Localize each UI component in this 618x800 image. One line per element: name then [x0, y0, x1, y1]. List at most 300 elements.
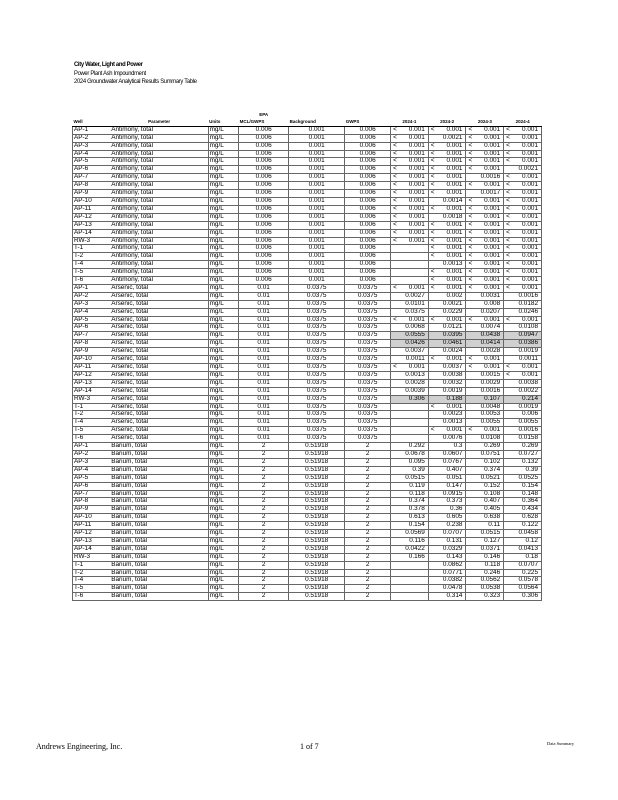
cell-parameter: Barium, total [110, 593, 208, 601]
cell-2024-1-qualifier [391, 553, 401, 561]
cell-well: T-4 [73, 261, 111, 269]
cell-2024-4-value: 0.628 [514, 514, 542, 522]
cell-parameter: Barium, total [110, 506, 208, 514]
cell-parameter: Arsenic, total [110, 387, 208, 395]
cell-2024-3-qualifier: < [466, 229, 476, 237]
footer-sheet-name: Data Summary [547, 741, 575, 746]
cell-parameter: Arsenic, total [110, 371, 208, 379]
cell-background: 0.001 [289, 269, 345, 277]
cell-gwps: 0.006 [345, 142, 391, 150]
epa-group-label: EPA [259, 112, 269, 117]
cell-2024-2-qualifier [428, 585, 438, 593]
cell-well: T-5 [73, 585, 111, 593]
cell-2024-2-value: 0.0014 [438, 197, 466, 205]
cell-units: mg/L [208, 403, 239, 411]
cell-2024-2-value: 0.001 [438, 190, 466, 198]
cell-units: mg/L [208, 269, 239, 277]
cell-background: 0.51918 [289, 458, 345, 466]
cell-2024-1-qualifier: < [391, 134, 401, 142]
cell-gwps: 2 [345, 593, 391, 601]
cell-2024-2-value: 0.0037 [438, 364, 466, 372]
cell-2024-2-value: 0.0767 [438, 458, 466, 466]
cell-2024-3-value: 0.0017 [476, 190, 504, 198]
cell-2024-2-value: 0.238 [438, 522, 466, 530]
cell-2024-1-value: 0.0013 [401, 371, 429, 379]
cell-background: 0.001 [289, 237, 345, 245]
cell-2024-3-value: 0.001 [476, 269, 504, 277]
cell-2024-4-value: 0.001 [514, 253, 542, 261]
table-row [73, 364, 542, 372]
cell-gwps: 0.006 [345, 253, 391, 261]
cell-mcl: 0.006 [239, 245, 289, 253]
cell-mcl: 0.01 [239, 419, 289, 427]
cell-2024-3-qualifier [466, 545, 476, 553]
cell-2024-1-value: 0.0037 [401, 348, 429, 356]
cell-2024-4-value: 0.12 [514, 537, 542, 545]
cell-2024-4-qualifier [504, 450, 514, 458]
cell-gwps: 0.0375 [345, 364, 391, 372]
cell-2024-1-qualifier [391, 569, 401, 577]
cell-units: mg/L [208, 371, 239, 379]
cell-gwps: 0.006 [345, 213, 391, 221]
cell-2024-3-qualifier: < [466, 261, 476, 269]
cell-well: AP-12 [73, 371, 111, 379]
cell-background: 0.51918 [289, 553, 345, 561]
cell-2024-3-qualifier [466, 537, 476, 545]
cell-2024-4-value: 0.001 [514, 190, 542, 198]
cell-2024-3-qualifier: < [466, 284, 476, 292]
cell-parameter: Antimony, total [110, 158, 208, 166]
cell-2024-3-qualifier [466, 585, 476, 593]
cell-2024-4-value: 0.269 [514, 443, 542, 451]
cell-mcl: 0.006 [239, 134, 289, 142]
cell-2024-2-value: 0.001 [438, 253, 466, 261]
cell-well: AP-9 [73, 348, 111, 356]
cell-2024-3-qualifier: < [466, 253, 476, 261]
cell-2024-3-value: 0.152 [476, 482, 504, 490]
cell-2024-2-qualifier [428, 522, 438, 530]
cell-2024-3-value: 0.001 [476, 356, 504, 364]
cell-2024-2-qualifier [428, 545, 438, 553]
cell-2024-1-value: 0.118 [401, 490, 429, 498]
table-row [73, 450, 542, 458]
cell-2024-4-qualifier: < [504, 190, 514, 198]
cell-parameter: Arsenic, total [110, 324, 208, 332]
cell-gwps: 0.0375 [345, 348, 391, 356]
cell-2024-2-value: 0.0382 [438, 577, 466, 585]
cell-background: 0.001 [289, 166, 345, 174]
cell-2024-1-value: 0.292 [401, 443, 429, 451]
cell-2024-3-qualifier [466, 435, 476, 443]
cell-2024-1-value: 0.001 [401, 229, 429, 237]
cell-gwps: 0.0375 [345, 300, 391, 308]
cell-well: AP-7 [73, 490, 111, 498]
cell-units: mg/L [208, 482, 239, 490]
cell-2024-2-value: 0.0862 [438, 561, 466, 569]
cell-2024-2-value: 0.001 [438, 245, 466, 253]
cell-units: mg/L [208, 506, 239, 514]
cell-2024-2-value: 0.0229 [438, 308, 466, 316]
cell-2024-1-value: 0.001 [401, 221, 429, 229]
cell-2024-1-value: 0.154 [401, 522, 429, 530]
cell-well: AP-3 [73, 300, 111, 308]
cell-2024-1-qualifier [391, 277, 401, 285]
cell-2024-3-value: 0.0055 [476, 419, 504, 427]
cell-2024-4-qualifier [504, 435, 514, 443]
cell-2024-4-qualifier: < [504, 229, 514, 237]
cell-2024-1-qualifier [391, 403, 401, 411]
cell-2024-4-value: 0.0458 [514, 530, 542, 538]
cell-parameter: Antimony, total [110, 142, 208, 150]
table-row [73, 284, 542, 292]
cell-gwps: 2 [345, 490, 391, 498]
cell-2024-4-value: 0.0727 [514, 450, 542, 458]
cell-well: AP-5 [73, 316, 111, 324]
cell-2024-4-qualifier [504, 561, 514, 569]
cell-2024-1-qualifier: < [391, 229, 401, 237]
cell-2024-1-value [401, 269, 429, 277]
cell-2024-1-qualifier [391, 427, 401, 435]
cell-2024-1-qualifier [391, 324, 401, 332]
cell-2024-4-value: 0.122 [514, 522, 542, 530]
cell-2024-2-qualifier: < [428, 174, 438, 182]
cell-parameter: Antimony, total [110, 237, 208, 245]
cell-2024-3-qualifier [466, 443, 476, 451]
cell-2024-4-value: 0.0021 [514, 166, 542, 174]
cell-well: RW-3 [73, 237, 111, 245]
cell-2024-3-qualifier [466, 553, 476, 561]
col-header-2024-2: 2024-2 [428, 119, 466, 126]
cell-2024-4-qualifier [504, 356, 514, 364]
cell-2024-1-qualifier: < [391, 213, 401, 221]
cell-units: mg/L [208, 490, 239, 498]
cell-2024-2-qualifier: < [428, 356, 438, 364]
cell-background: 0.001 [289, 190, 345, 198]
cell-gwps: 0.0375 [345, 308, 391, 316]
col-header-2024-1: 2024-1 [391, 119, 429, 126]
cell-2024-2-qualifier [428, 435, 438, 443]
table-row [73, 530, 542, 538]
cell-background: 0.51918 [289, 522, 345, 530]
cell-units: mg/L [208, 498, 239, 506]
table-row [73, 308, 542, 316]
cell-mcl: 0.01 [239, 371, 289, 379]
cell-2024-1-value: 0.001 [401, 213, 429, 221]
cell-parameter: Arsenic, total [110, 411, 208, 419]
cell-2024-2-value: 0.36 [438, 506, 466, 514]
cell-2024-1-qualifier [391, 490, 401, 498]
table-title: 2024 Groundwater Analytical Results Summary Table [74, 78, 197, 85]
cell-2024-2-qualifier [428, 561, 438, 569]
cell-2024-2-value: 0.0329 [438, 545, 466, 553]
cell-2024-2-qualifier: < [428, 269, 438, 277]
cell-gwps: 2 [345, 585, 391, 593]
cell-2024-2-value: 0.001 [438, 237, 466, 245]
cell-2024-4-qualifier [504, 332, 514, 340]
cell-2024-1-qualifier [391, 379, 401, 387]
cell-2024-2-qualifier: < [428, 253, 438, 261]
cell-2024-1-value: 0.001 [401, 142, 429, 150]
cell-2024-3-value: 0.001 [476, 316, 504, 324]
cell-2024-4-qualifier [504, 522, 514, 530]
cell-2024-2-value: 0.0915 [438, 490, 466, 498]
cell-mcl: 0.006 [239, 237, 289, 245]
cell-2024-3-qualifier: < [466, 126, 476, 134]
cell-2024-1-value: 0.0101 [401, 300, 429, 308]
cell-2024-2-value: 0.0018 [438, 213, 466, 221]
cell-well: AP-9 [73, 506, 111, 514]
cell-parameter: Barium, total [110, 537, 208, 545]
cell-background: 0.51918 [289, 593, 345, 601]
cell-units: mg/L [208, 553, 239, 561]
cell-2024-3-value: 0.0521 [476, 474, 504, 482]
cell-units: mg/L [208, 395, 239, 403]
cell-2024-4-qualifier [504, 474, 514, 482]
cell-2024-4-qualifier [504, 498, 514, 506]
cell-parameter: Barium, total [110, 561, 208, 569]
cell-2024-3-qualifier [466, 458, 476, 466]
cell-2024-3-value: 0.638 [476, 514, 504, 522]
cell-2024-2-qualifier [428, 498, 438, 506]
cell-units: mg/L [208, 205, 239, 213]
col-header-well: Well [73, 119, 111, 126]
table-row [73, 348, 542, 356]
cell-2024-3-qualifier: < [466, 269, 476, 277]
cell-gwps: 2 [345, 466, 391, 474]
cell-well: T-2 [73, 253, 111, 261]
cell-background: 0.51918 [289, 506, 345, 514]
cell-2024-2-value: 0.0032 [438, 379, 466, 387]
cell-gwps: 2 [345, 443, 391, 451]
cell-2024-1-qualifier [391, 443, 401, 451]
table-row [73, 466, 542, 474]
cell-well: T-2 [73, 569, 111, 577]
cell-gwps: 0.0375 [345, 379, 391, 387]
cell-units: mg/L [208, 514, 239, 522]
cell-background: 0.001 [289, 245, 345, 253]
cell-gwps: 0.0375 [345, 324, 391, 332]
cell-parameter: Arsenic, total [110, 300, 208, 308]
cell-2024-4-qualifier [504, 490, 514, 498]
cell-2024-2-qualifier [428, 379, 438, 387]
cell-2024-3-qualifier [466, 292, 476, 300]
cell-2024-1-qualifier [391, 411, 401, 419]
cell-2024-2-qualifier: < [428, 284, 438, 292]
cell-units: mg/L [208, 213, 239, 221]
cell-2024-1-value: 0.0569 [401, 530, 429, 538]
cell-2024-4-value: 0.306 [514, 593, 542, 601]
cell-units: mg/L [208, 190, 239, 198]
cell-2024-4-value: 0.0707 [514, 561, 542, 569]
cell-parameter: Arsenic, total [110, 427, 208, 435]
cell-2024-2-qualifier [428, 308, 438, 316]
cell-well: AP-12 [73, 213, 111, 221]
cell-mcl: 0.01 [239, 403, 289, 411]
cell-2024-2-value: 0.0771 [438, 569, 466, 577]
cell-background: 0.001 [289, 253, 345, 261]
col-header-parameter: Parameter [110, 119, 208, 126]
cell-2024-1-value [401, 419, 429, 427]
cell-gwps: 0.006 [345, 174, 391, 182]
cell-well: AP-12 [73, 530, 111, 538]
cell-mcl: 2 [239, 490, 289, 498]
cell-gwps: 2 [345, 553, 391, 561]
cell-2024-1-value: 0.001 [401, 190, 429, 198]
cell-2024-1-value: 0.0027 [401, 292, 429, 300]
cell-background: 0.001 [289, 277, 345, 285]
cell-2024-3-qualifier [466, 371, 476, 379]
cell-2024-2-value: 0.002 [438, 292, 466, 300]
cell-2024-3-qualifier [466, 498, 476, 506]
cell-2024-4-value: 0.364 [514, 498, 542, 506]
cell-2024-2-qualifier: < [428, 427, 438, 435]
table-row [73, 553, 542, 561]
cell-background: 0.0375 [289, 340, 345, 348]
cell-2024-4-qualifier: < [504, 284, 514, 292]
cell-2024-3-qualifier [466, 569, 476, 577]
cell-2024-4-qualifier [504, 593, 514, 601]
cell-2024-3-qualifier [466, 522, 476, 530]
cell-2024-2-value: 0.0024 [438, 348, 466, 356]
cell-2024-1-qualifier [391, 435, 401, 443]
cell-2024-4-value: 0.001 [514, 245, 542, 253]
cell-units: mg/L [208, 340, 239, 348]
cell-2024-3-value: 0.0028 [476, 348, 504, 356]
cell-2024-3-value: 0.001 [476, 277, 504, 285]
cell-2024-3-value: 0.001 [476, 237, 504, 245]
cell-2024-2-qualifier [428, 387, 438, 395]
cell-2024-3-value: 0.001 [476, 142, 504, 150]
cell-2024-2-qualifier [428, 197, 438, 205]
cell-background: 0.0375 [289, 419, 345, 427]
cell-2024-2-qualifier [428, 450, 438, 458]
cell-gwps: 0.006 [345, 229, 391, 237]
cell-2024-3-value: 0.0515 [476, 530, 504, 538]
cell-2024-1-value: 0.001 [401, 316, 429, 324]
cell-2024-2-value: 0.407 [438, 466, 466, 474]
cell-2024-2-value: 0.0607 [438, 450, 466, 458]
cell-well: AP-8 [73, 498, 111, 506]
cell-units: mg/L [208, 253, 239, 261]
cell-2024-2-value: 0.0076 [438, 435, 466, 443]
cell-units: mg/L [208, 522, 239, 530]
cell-well: AP-1 [73, 126, 111, 134]
cell-2024-1-qualifier [391, 577, 401, 585]
cell-2024-3-value: 0.001 [476, 205, 504, 213]
cell-2024-3-value: 0.001 [476, 253, 504, 261]
cell-mcl: 2 [239, 498, 289, 506]
cell-parameter: Barium, total [110, 443, 208, 451]
cell-background: 0.001 [289, 126, 345, 134]
cell-2024-4-value: 0.001 [514, 142, 542, 150]
footer-page-number: 1 of 7 [300, 742, 319, 751]
cell-2024-3-qualifier: < [466, 364, 476, 372]
cell-units: mg/L [208, 545, 239, 553]
cell-2024-3-qualifier: < [466, 182, 476, 190]
cell-well: AP-8 [73, 340, 111, 348]
cell-units: mg/L [208, 308, 239, 316]
cell-units: mg/L [208, 150, 239, 158]
cell-2024-1-value: 0.001 [401, 182, 429, 190]
cell-2024-4-value: 0.0055 [514, 419, 542, 427]
cell-2024-3-value: 0.0207 [476, 308, 504, 316]
cell-2024-2-qualifier [428, 553, 438, 561]
cell-units: mg/L [208, 166, 239, 174]
cell-2024-3-qualifier [466, 379, 476, 387]
cell-2024-1-qualifier [391, 545, 401, 553]
cell-2024-1-value: 0.0011 [401, 356, 429, 364]
cell-background: 0.51918 [289, 530, 345, 538]
cell-2024-3-value: 0.001 [476, 182, 504, 190]
cell-2024-3-value: 0.0048 [476, 403, 504, 411]
cell-2024-3-qualifier [466, 514, 476, 522]
cell-2024-1-qualifier [391, 292, 401, 300]
cell-2024-1-value [401, 427, 429, 435]
table-row [73, 158, 542, 166]
cell-parameter: Barium, total [110, 474, 208, 482]
cell-gwps: 0.006 [345, 190, 391, 198]
cell-2024-2-value: 0.605 [438, 514, 466, 522]
cell-2024-2-value: 0.0013 [438, 419, 466, 427]
cell-2024-4-value: 0.132 [514, 458, 542, 466]
cell-2024-2-qualifier [428, 348, 438, 356]
cell-well: AP-13 [73, 221, 111, 229]
cell-2024-1-qualifier [391, 561, 401, 569]
cell-mcl: 2 [239, 458, 289, 466]
cell-well: AP-4 [73, 150, 111, 158]
cell-units: mg/L [208, 221, 239, 229]
cell-gwps: 0.0375 [345, 387, 391, 395]
col-header-units: Units [208, 119, 239, 126]
cell-2024-3-qualifier [466, 577, 476, 585]
cell-parameter: Arsenic, total [110, 340, 208, 348]
cell-2024-4-qualifier: < [504, 126, 514, 134]
cell-2024-2-qualifier [428, 134, 438, 142]
table-row [73, 245, 542, 253]
cell-units: mg/L [208, 158, 239, 166]
cell-well: RW-3 [73, 395, 111, 403]
cell-2024-4-qualifier: < [504, 134, 514, 142]
cell-2024-4-qualifier: < [504, 182, 514, 190]
cell-2024-4-qualifier [504, 545, 514, 553]
cell-background: 0.51918 [289, 498, 345, 506]
cell-2024-3-qualifier [466, 466, 476, 474]
cell-2024-3-qualifier [466, 387, 476, 395]
cell-well: AP-5 [73, 474, 111, 482]
cell-2024-3-qualifier [466, 332, 476, 340]
cell-mcl: 0.01 [239, 348, 289, 356]
cell-2024-3-value: 0.246 [476, 569, 504, 577]
cell-2024-2-qualifier: < [428, 142, 438, 150]
cell-well: AP-13 [73, 379, 111, 387]
cell-2024-2-value: 0.001 [438, 126, 466, 134]
cell-2024-2-value: 0.001 [438, 158, 466, 166]
cell-parameter: Antimony, total [110, 190, 208, 198]
cell-2024-4-qualifier: < [504, 253, 514, 261]
cell-mcl: 0.01 [239, 332, 289, 340]
cell-2024-4-value: 0.001 [514, 174, 542, 182]
cell-2024-3-qualifier: < [466, 134, 476, 142]
cell-2024-2-qualifier [428, 569, 438, 577]
cell-mcl: 2 [239, 537, 289, 545]
cell-2024-1-qualifier [391, 245, 401, 253]
table-body [73, 126, 542, 600]
table-row [73, 134, 542, 142]
cell-2024-3-value: 0.001 [476, 150, 504, 158]
cell-gwps: 0.006 [345, 245, 391, 253]
cell-2024-4-qualifier [504, 411, 514, 419]
title-block [74, 61, 210, 87]
